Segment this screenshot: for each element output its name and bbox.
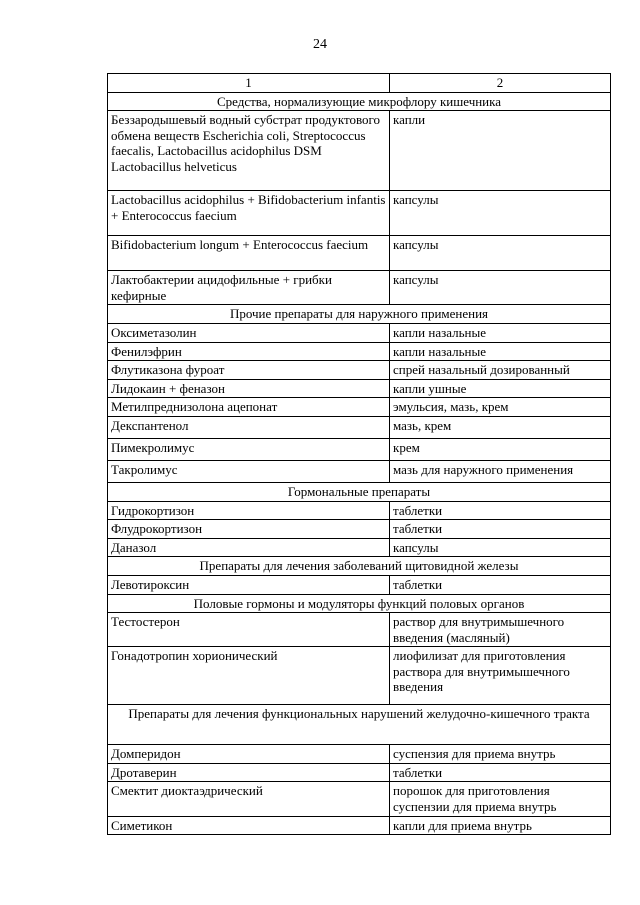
section-row [108, 92, 611, 111]
drug-name: Lactobacillus acidophilus + Bifidobacterium infantis + Enterococcus faecium [108, 191, 390, 236]
dosage-form: таблетки [390, 501, 611, 520]
dosage-form: капсулы [390, 271, 611, 305]
table-row [108, 111, 611, 191]
table-row [108, 538, 611, 557]
table-row [108, 236, 611, 271]
column-header-2: 2 [390, 74, 611, 93]
section-row [108, 482, 611, 501]
dosage-form: таблетки [390, 575, 611, 594]
drug-name: Декспантенол [108, 416, 390, 438]
dosage-form: порошок для приготовления суспензии для приема внутрь [390, 782, 611, 816]
page-number: 24 [313, 37, 327, 52]
drug-name: Такролимус [108, 460, 390, 482]
drug-name: Bifidobacterium longum + Enterococcus faecium [108, 236, 390, 271]
table-row [108, 520, 611, 539]
section-row [108, 705, 611, 745]
table-row [108, 438, 611, 460]
drug-name: Домперидон [108, 745, 390, 764]
table-row [108, 782, 611, 816]
drug-name: Фенилэфрин [108, 342, 390, 361]
drug-name: Даназол [108, 538, 390, 557]
table-row [108, 361, 611, 380]
dosage-form: эмульсия, мазь, крем [390, 398, 611, 417]
dosage-form: спрей назальный дозированный [390, 361, 611, 380]
drug-name: Дротаверин [108, 763, 390, 782]
drug-name: Флудрокортизон [108, 520, 390, 539]
drug-name: Симетикон [108, 816, 390, 835]
section-title: Половые гормоны и модуляторы функций половых органов [108, 594, 611, 613]
table-row [108, 613, 611, 647]
drug-name: Тестостерон [108, 613, 390, 647]
drug-name: Лидокаин + феназон [108, 379, 390, 398]
dosage-form: таблетки [390, 763, 611, 782]
drug-name: Беззародышевый водный субстрат продуктового обмена веществ Escherichia coli, Streptococcus faecalis, Lactobacillus acidophilus DSM Lactobacillus helveticus [108, 111, 390, 191]
column-header-1: 1 [108, 74, 390, 93]
drug-name: Гидрокортизон [108, 501, 390, 520]
dosage-form: капли [390, 111, 611, 191]
table-row [108, 460, 611, 482]
table-row [108, 271, 611, 305]
dosage-form: капли назальные [390, 323, 611, 342]
dosage-form: капли назальные [390, 342, 611, 361]
drug-name: Смектит диоктаэдрический [108, 782, 390, 816]
dosage-form: капли ушные [390, 379, 611, 398]
table-row [108, 647, 611, 705]
dosage-form: капсулы [390, 191, 611, 236]
table-row [108, 575, 611, 594]
table-row [108, 501, 611, 520]
table-row [108, 342, 611, 361]
dosage-form: лиофилизат для приготовления раствора для внутримышечного введения [390, 647, 611, 705]
table-row [108, 323, 611, 342]
table-row [108, 416, 611, 438]
drug-name: Пимекролимус [108, 438, 390, 460]
section-title: Прочие препараты для наружного применения [108, 305, 611, 324]
drug-table [107, 73, 611, 835]
section-title: Средства, нормализующие микрофлору кишечника [108, 92, 611, 111]
drug-name: Левотироксин [108, 575, 390, 594]
dosage-form: капсулы [390, 538, 611, 557]
section-row [108, 594, 611, 613]
drug-name: Метилпреднизолона ацепонат [108, 398, 390, 417]
table-row [108, 191, 611, 236]
drug-name: Флутиказона фуроат [108, 361, 390, 380]
section-row [108, 557, 611, 576]
drug-name: Оксиметазолин [108, 323, 390, 342]
dosage-form: мазь, крем [390, 416, 611, 438]
dosage-form: крем [390, 438, 611, 460]
table-header-row [108, 74, 611, 93]
dosage-form: таблетки [390, 520, 611, 539]
section-row [108, 305, 611, 324]
table-row [108, 379, 611, 398]
section-title: Препараты для лечения заболеваний щитовидной железы [108, 557, 611, 576]
dosage-form: капсулы [390, 236, 611, 271]
dosage-form: мазь для наружного применения [390, 460, 611, 482]
drug-name: Лактобактерии ацидофильные + грибки кефирные [108, 271, 390, 305]
table-row [108, 745, 611, 764]
section-title: Препараты для лечения функциональных нарушений желудочно-кишечного тракта [108, 705, 611, 745]
drug-name: Гонадотропин хорионический [108, 647, 390, 705]
dosage-form: раствор для внутримышечного введения (масляный) [390, 613, 611, 647]
table-row [108, 763, 611, 782]
dosage-form: капли для приема внутрь [390, 816, 611, 835]
table-row [108, 398, 611, 417]
section-title: Гормональные препараты [108, 482, 611, 501]
table-row [108, 816, 611, 835]
dosage-form: суспензия для приема внутрь [390, 745, 611, 764]
